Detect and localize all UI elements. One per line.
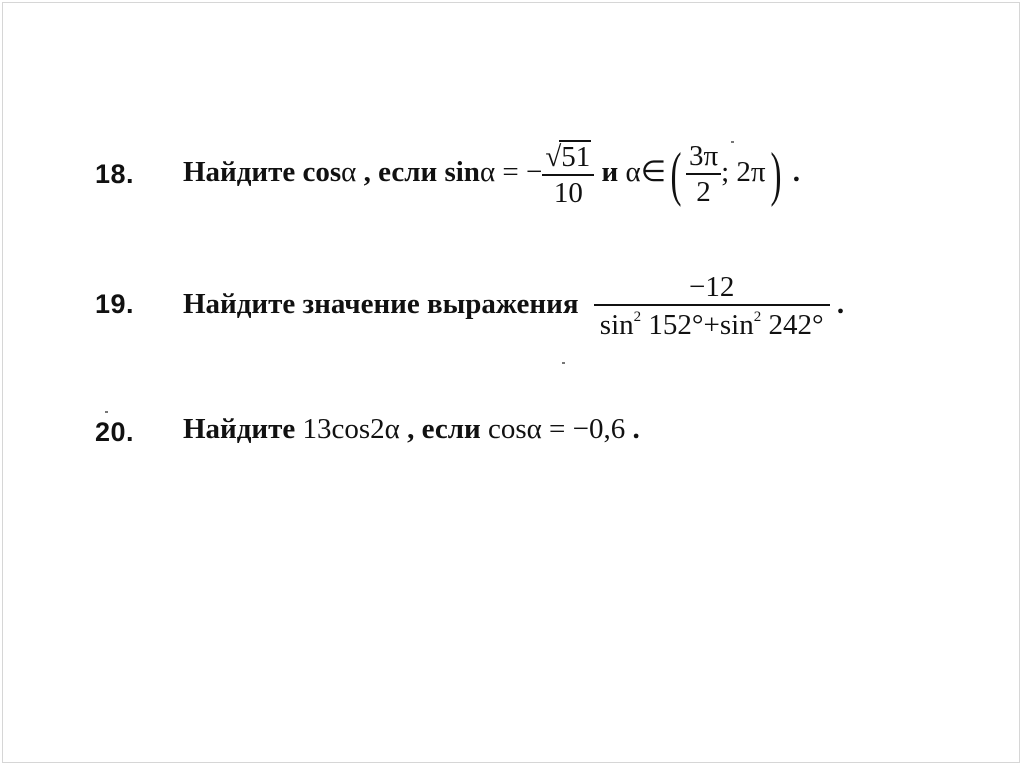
fraction-denominator bbox=[594, 306, 830, 340]
den-value: 242° bbox=[768, 309, 824, 342]
alpha-symbol: α bbox=[341, 156, 357, 189]
den-sin: sin bbox=[599, 309, 634, 342]
den-sin: sin bbox=[719, 309, 754, 342]
problem-number: 20. bbox=[95, 417, 135, 447]
expression-fraction bbox=[594, 272, 830, 341]
problem-19 bbox=[95, 272, 955, 342]
fraction-denominator: 10 bbox=[553, 177, 583, 210]
fraction-numerator: 3π bbox=[686, 141, 721, 175]
problem-number: 18. bbox=[95, 159, 135, 189]
scan-speck bbox=[562, 362, 565, 364]
scan-speck bbox=[105, 411, 108, 413]
alpha-symbol: α bbox=[625, 156, 641, 189]
problem-18-statement bbox=[183, 140, 800, 209]
problem-20-statement bbox=[183, 413, 640, 446]
den-plus: + bbox=[703, 309, 720, 342]
condition: cosα = −0,6 bbox=[487, 413, 626, 445]
problem-number: 19. bbox=[95, 289, 135, 319]
expression: 13cos2α bbox=[302, 413, 400, 445]
den-power: 2 bbox=[633, 309, 642, 326]
element-of-sign: ∈ bbox=[640, 156, 666, 189]
end-period: . bbox=[836, 288, 845, 321]
problem-19-statement bbox=[183, 272, 844, 341]
left-paren: ( bbox=[670, 141, 682, 208]
sqrt-fraction bbox=[542, 140, 594, 209]
fraction-denominator: 2 bbox=[696, 176, 711, 209]
sqrt-radicand: 51 bbox=[561, 141, 591, 173]
problem-text: , если bbox=[407, 413, 481, 445]
problem-text: Найдите значение выражения bbox=[183, 288, 579, 321]
alpha-symbol: α bbox=[479, 156, 496, 189]
scan-speck bbox=[731, 141, 734, 143]
problem-18 bbox=[95, 132, 915, 210]
right-paren: ) bbox=[770, 141, 782, 208]
slide-frame bbox=[2, 2, 1020, 763]
problem-20 bbox=[95, 413, 795, 483]
fraction-numerator: −12 bbox=[594, 272, 830, 306]
end-period: . bbox=[792, 156, 801, 189]
equals-minus: = − bbox=[502, 156, 543, 189]
interval-end: ; 2π bbox=[721, 156, 766, 189]
interval-fraction bbox=[686, 141, 721, 208]
problem-text: Найдите cos bbox=[183, 156, 342, 189]
problem-text: , если sin bbox=[363, 156, 480, 189]
end-period: . bbox=[632, 413, 640, 445]
and-text: и bbox=[601, 156, 619, 189]
problem-text: Найдите bbox=[183, 413, 296, 445]
den-power: 2 bbox=[753, 309, 762, 326]
sqrt-sign: √ bbox=[545, 141, 562, 173]
den-value: 152° bbox=[648, 309, 704, 342]
